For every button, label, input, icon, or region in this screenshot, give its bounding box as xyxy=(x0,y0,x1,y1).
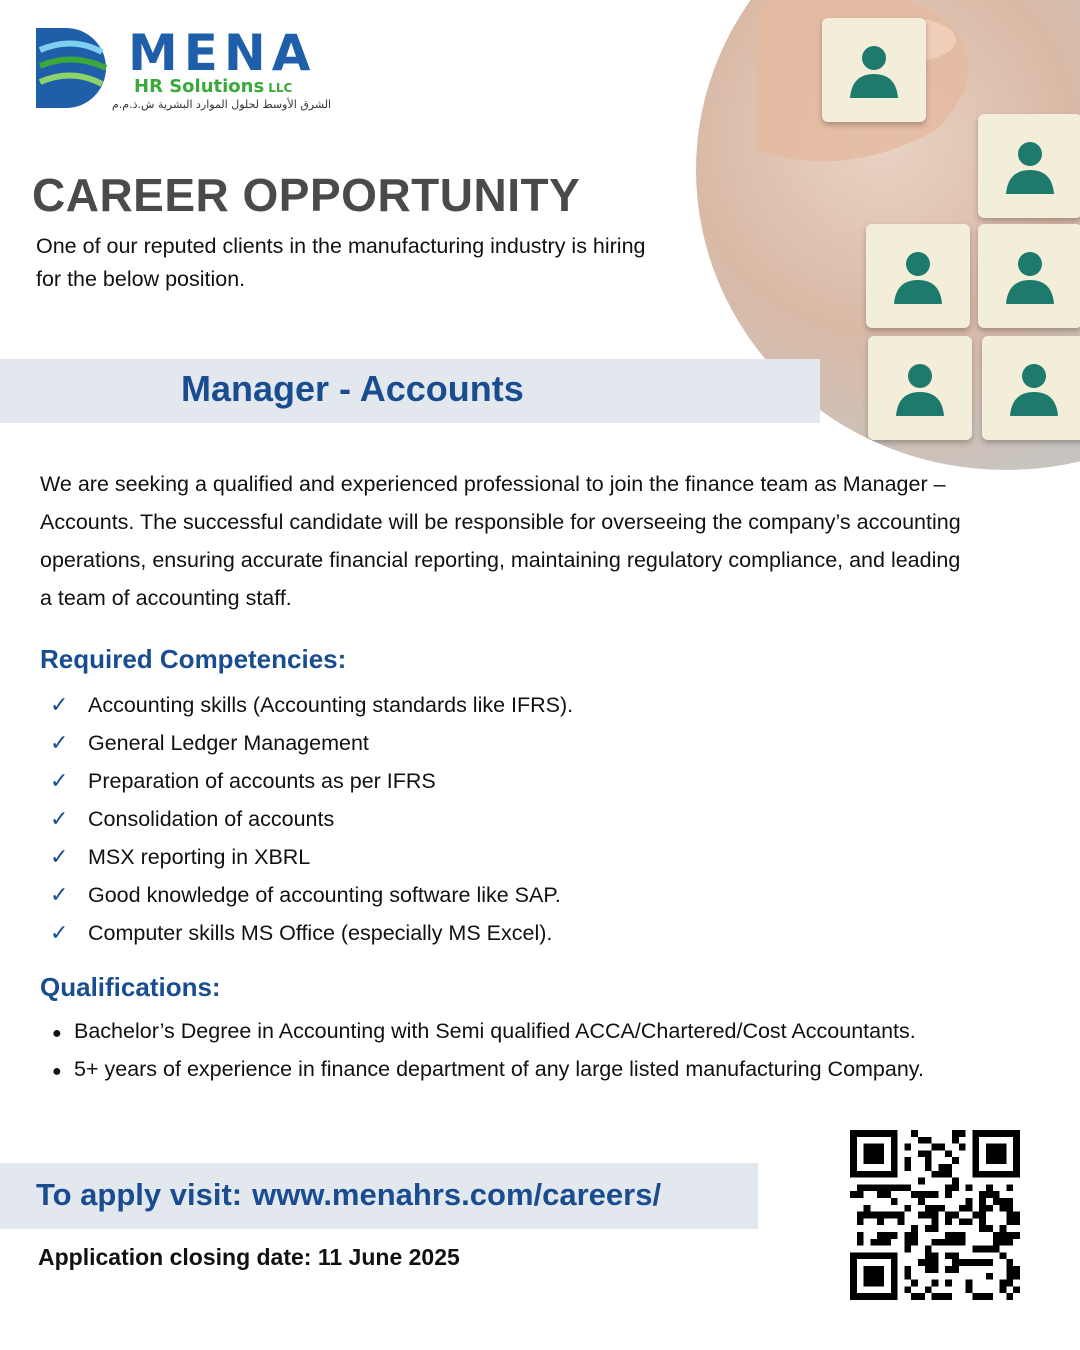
logo-brand: MENA xyxy=(128,24,317,82)
job-description: We are seeking a qualified and experienced professional to join the finance team as Manager – Accounts. The successful candidate will be responsible for overseeing the company’s accounting operations, ensuring accurate financial reporting, maintaining regulatory compliance, and leading a team of accounting staff. xyxy=(40,472,961,610)
checkmark-icon: ✓ xyxy=(50,768,69,793)
logo-subtitle: HR Solutions LLC xyxy=(134,76,293,97)
list-item: ✓ Consolidation of accounts xyxy=(50,800,573,838)
person-icon xyxy=(888,246,948,306)
list-item: ● 5+ years of experience in finance department of any large listed manufacturing Company. xyxy=(52,1050,924,1088)
competencies-list xyxy=(50,686,573,952)
person-icon xyxy=(1000,136,1060,196)
list-item: ✓ Accounting skills (Accounting standards like IFRS). xyxy=(50,686,573,724)
list-item: ✓ General Ledger Management xyxy=(50,724,573,762)
person-block xyxy=(978,224,1080,328)
checkmark-icon: ✓ xyxy=(50,844,69,869)
checkmark-icon: ✓ xyxy=(50,882,69,907)
qr-code-icon[interactable] xyxy=(850,1130,1020,1300)
page-title: CAREER OPPORTUNITY xyxy=(32,169,581,221)
bullet-icon: ● xyxy=(52,1063,62,1080)
company-logo xyxy=(36,24,332,114)
checkmark-icon: ✓ xyxy=(50,920,69,945)
qualifications-list xyxy=(52,1012,924,1088)
role-title: Manager - Accounts xyxy=(181,368,524,409)
list-item: ● Bachelor’s Degree in Accounting with Semi qualified ACCA/Chartered/Cost Accountants. xyxy=(52,1012,924,1050)
apply-line xyxy=(36,1177,661,1213)
list-item: ✓ Computer skills MS Office (especially MS Excel). xyxy=(50,914,573,952)
checkmark-icon: ✓ xyxy=(50,806,69,831)
bullet-icon: ● xyxy=(52,1025,62,1042)
logo-mark-icon xyxy=(36,28,108,108)
careers-link[interactable]: www.menahrs.com/careers/ xyxy=(252,1177,662,1212)
logo-arabic: الشرق الأوسط لحلول الموارد البشرية ش.ذ.م.م xyxy=(112,98,332,111)
person-block xyxy=(866,224,970,328)
list-item: ✓ Good knowledge of accounting software like SAP. xyxy=(50,876,573,914)
person-icon xyxy=(844,40,904,100)
checkmark-icon: ✓ xyxy=(50,730,69,755)
apply-label: To apply visit: xyxy=(36,1177,243,1212)
person-icon xyxy=(890,358,950,418)
person-block xyxy=(978,114,1080,218)
person-icon xyxy=(1000,246,1060,306)
checkmark-icon: ✓ xyxy=(50,692,69,717)
person-block xyxy=(868,336,972,440)
person-block xyxy=(822,18,926,122)
list-item: ✓ Preparation of accounts as per IFRS xyxy=(50,762,573,800)
qualifications-heading: Qualifications: xyxy=(40,972,221,1002)
list-item: ✓ MSX reporting in XBRL xyxy=(50,838,573,876)
person-block xyxy=(982,336,1080,440)
closing-date: Application closing date: 11 June 2025 xyxy=(38,1244,460,1270)
intro-text: One of our reputed clients in the manufacturing industry is hiring for the below position. xyxy=(36,234,646,291)
competencies-heading: Required Competencies: xyxy=(40,644,347,674)
person-icon xyxy=(1004,358,1064,418)
